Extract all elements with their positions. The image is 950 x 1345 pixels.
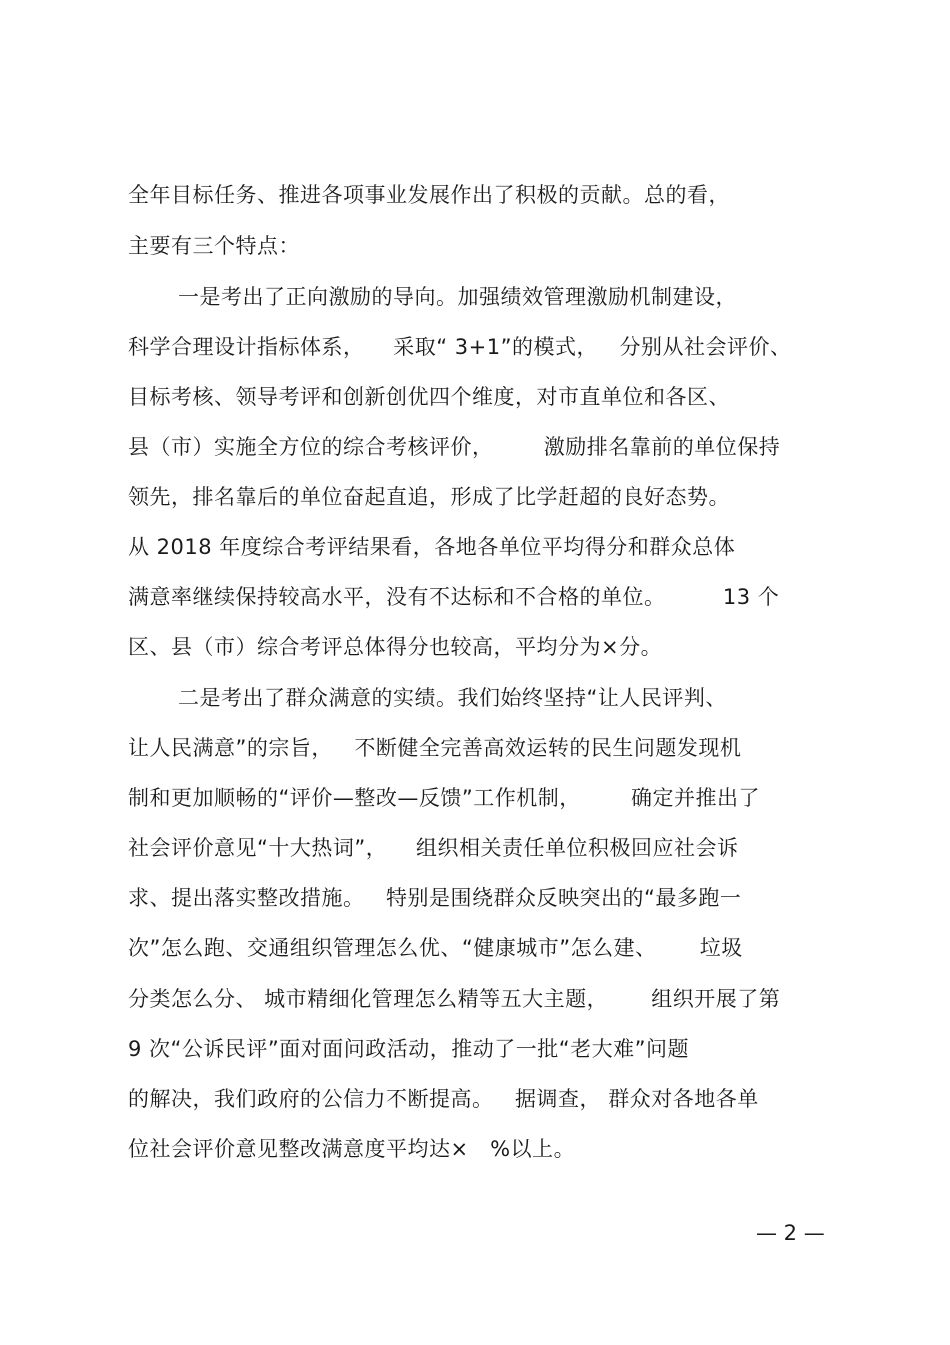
text-line: 次”怎么跑、交通组织管理怎么优、“健康城市”怎么建、 垃圾: [128, 936, 743, 960]
text-line: 求、提出落实整改措施。 特别是围绕群众反映突出的“最多跑一: [128, 886, 742, 910]
paragraph-first-line: 一是考出了正向激励的导向。加强绩效管理激励机制建设，: [178, 285, 737, 309]
text-line: 全年目标任务、推进各项事业发展作出了积极的贡献。总的看，: [128, 183, 730, 207]
text-line: 社会评价意见“十大热词”， 组织相关责任单位积极回应社会诉: [128, 836, 739, 860]
text-line: 分类怎么分、 城市精细化管理怎么精等五大主题， 组织开展了第: [128, 987, 781, 1011]
text-line: 9 次“公诉民评”面对面问政活动，推动了一批“老大难”问题: [128, 1037, 690, 1061]
paragraph-first-line: 二是考出了群众满意的实绩。我们始终坚持“让人民评判、: [178, 686, 727, 710]
text-line: 县（市）实施全方位的综合考核评价， 激励排名靠前的单位保持: [128, 435, 781, 459]
text-line: 领先，排名靠后的单位奋起直追，形成了比学赶超的良好态势。: [128, 485, 730, 509]
text-line: 满意率继续保持较高水平，没有不达标和不合格的单位。 13 个: [128, 585, 780, 609]
page-number: — 2 —: [756, 1221, 825, 1245]
text-line: 区、县（市）综合考评总体得分也较高，平均分为×分。: [128, 635, 663, 659]
text-line: 主要有三个特点：: [128, 234, 300, 258]
text-line: 让人民满意”的宗旨， 不断健全完善高效运转的民生问题发现机: [128, 736, 742, 760]
text-line: 目标考核、领导考评和创新创优四个维度，对市直单位和各区、: [128, 385, 730, 409]
text-line: 位社会评价意见整改满意度平均达× %以上。: [128, 1137, 576, 1161]
text-line: 从 2018 年度综合考评结果看，各地各单位平均得分和群众总体: [128, 535, 736, 559]
text-line: 制和更加顺畅的“评价—整改—反馈”工作机制， 确定并推出了: [128, 786, 760, 810]
text-line: 的解决，我们政府的公信力不断提高。 据调查， 群众对各地各单: [128, 1087, 759, 1111]
text-line: 科学合理设计指标体系， 采取“ 3+1”的模式， 分别从社会评价、: [128, 335, 792, 359]
